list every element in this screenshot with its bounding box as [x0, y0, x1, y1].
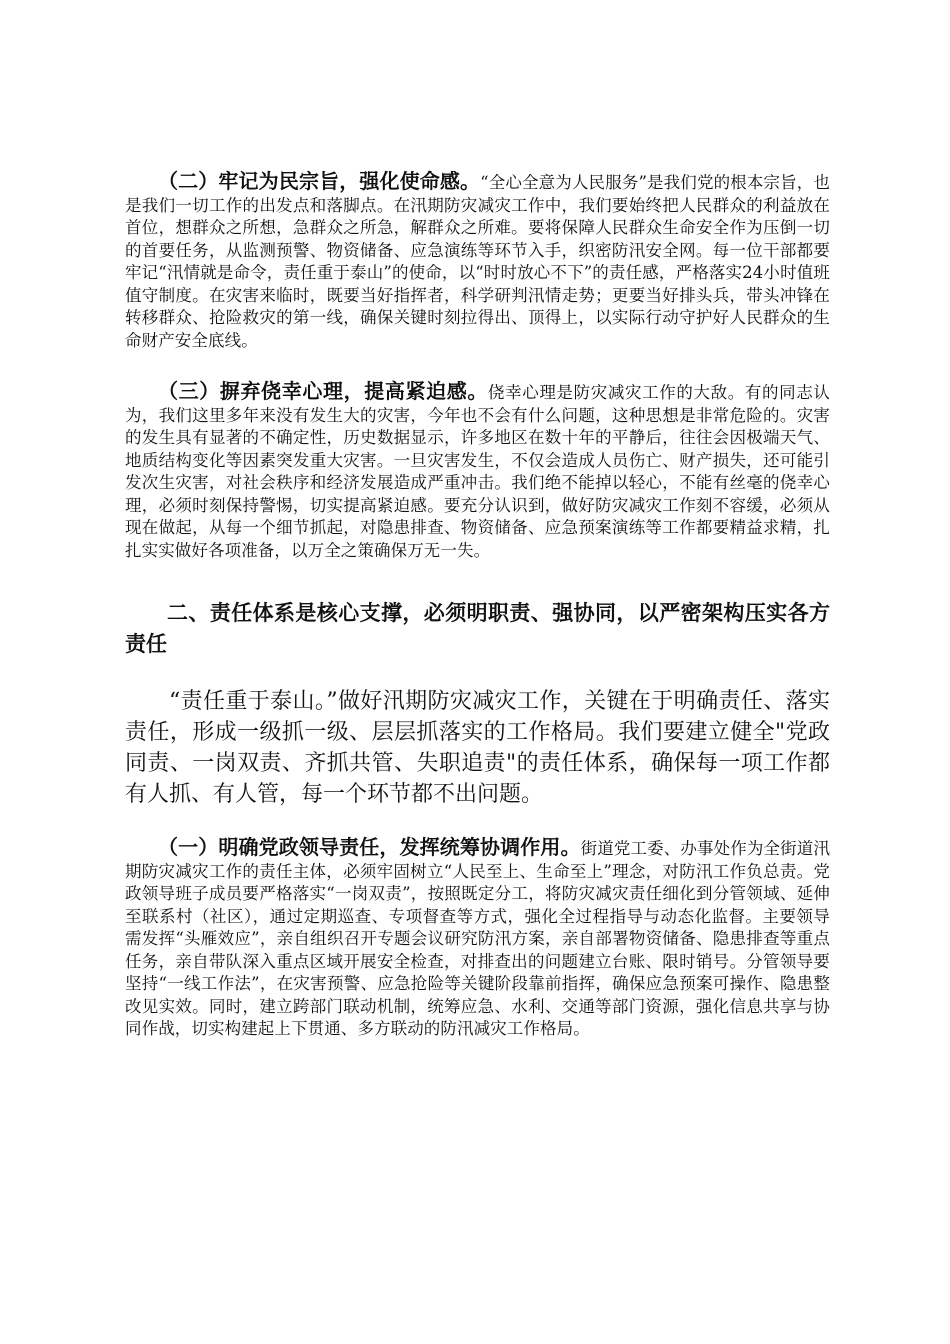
- spacer: [125, 562, 830, 598]
- chapter-heading: 二、责任体系是核心支撑，必须明职责、强协同，以严密架构压实各方责任: [125, 601, 830, 656]
- document-page: [125, 170, 830, 1041]
- subsection-paragraph-1: [125, 836, 830, 1041]
- subsection-body-1: 街道党工委、办事处作为全街道汛期防灾减灾工作的责任主体，必须牢固树立“人民至上、生命至上”理念，对防汛工作负总责。党政领导班子成员要严格落实“一岗双责”，按照既定分工，将防灾减灾责任细化到分管领域、延伸至联系村（社区），通过定期巡查、专项督查等方式，强化全过程指导与动态化监督。主要领导需发挥“头雁效应”，亲自组织召开专题会议研究防汛方案，亲自部署物资储备、隐患排查等重点任务，亲自带队深入重点区域开展安全检查，对排查出的问题建立台账、限时销号。分管领导要坚持“一线工作法”，在灾害预警、应急抢险等关键阶段靠前指挥，确保应急预案可操作、隐患整改见实效。同时，建立跨部门联动机制，统筹应急、水利、交通等部门资源，强化信息共享与协同作战，切实构建起上下贯通、多方联动的防汛减灾工作格局。: [125, 839, 830, 1038]
- section-lead-3: （三）摒弃侥幸心理，提高紧迫感。: [158, 379, 489, 403]
- subsection-lead-1: （一）明确党政领导责任，发挥统筹协调作用。: [158, 835, 581, 859]
- spacer: [125, 352, 830, 380]
- section-paragraph-3: [125, 380, 830, 562]
- spacer: [125, 660, 830, 686]
- section-body-2: “全心全意为人民服务”是我们党的根本宗旨，也是我们一切工作的出发点和落脚点。在汛期防灾减灾工作中，我们要始终把人民群众的利益放在首位，想群众之所想，急群众之所急，解群众之所难。要将保障人民群众生命安全作为压倒一切的首要任务，从监测预警、物资储备、应急演练等环节入手，织密防汛安全网。每一位干部都要牢记“汛情就是命令，责任重于泰山”的使命，以“时时放心不下”的责任感，严格落实24小时值班值守制度。在灾害来临时，既要当好指挥者，科学研判汛情走势；更要当好排头兵，带头冲锋在转移群众、抢险救灾的第一线，确保关键时刻拉得出、顶得上，以实际行动守护好人民群众的生命财产安全底线。: [125, 173, 830, 350]
- section-body-3: 侥幸心理是防灾减灾工作的大敌。有的同志认为，我们这里多年来没有发生大的灾害，今年也不会有什么问题，这种思想是非常危险的。灾害的发生具有显著的不确定性，历史数据显示，许多地区在数十年的平静后，往往会因极端天气、地质结构变化等因素突发重大灾害。一旦灾害发生，不仅会造成人员伤亡、财产损失，还可能引发次生灾害，对社会秩序和经济发展造成严重冲击。我们绝不能掉以轻心，不能有丝毫的侥幸心理，必须时刻保持警惕，切实提高紧迫感。要充分认识到，做好防灾减灾工作刻不容缓，必须从现在做起，从每一个细节抓起，对隐患排查、物资储备、应急预案演练等工作都要精益求精，扎扎实实做好各项准备，以万全之策确保万无一失。: [125, 383, 830, 560]
- section-lead-2: （二）牢记为民宗旨，强化使命感。: [158, 169, 481, 193]
- spacer: [125, 810, 830, 836]
- section-paragraph-2: [125, 170, 830, 352]
- intro-paragraph: “责任重于泰山。”做好汛期防灾减灾工作，关键在于明确责任、落实责任，形成一级抓一级、层层抓落实的工作格局。我们要建立健全"党政同责、一岗双责、齐抓共管、失职追责"的责任体系，确保每一项工作都有人抓、有人管，每一个环节都不出问题。: [125, 689, 830, 807]
